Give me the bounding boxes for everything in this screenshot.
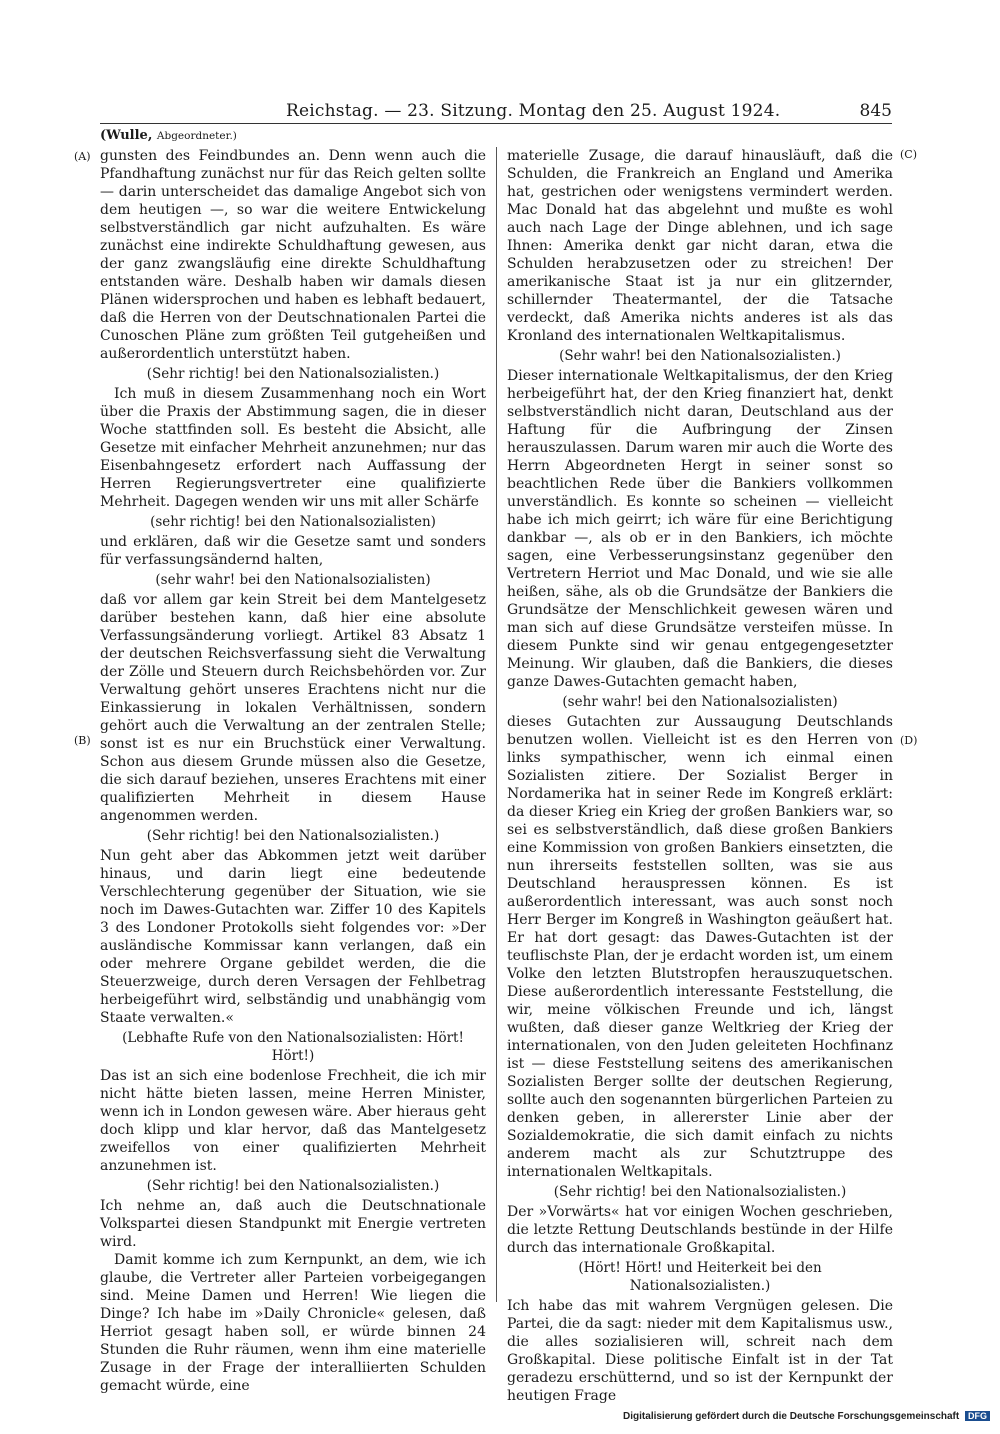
interjection: (sehr richtig! bei den Nationalsozialisten): [150, 514, 436, 530]
speaker-label: [100, 128, 237, 143]
paragraph: Ich habe das mit wahrem Vergnügen gelesen. Die Partei, die da sagt: nieder mit dem Kapitalismus usw., die alles sozialisieren will, schreit nach dem Großkapital. Diese politische Einfalt ist in der Tat geradezu erschütternd, und so ist der Kernpunkt der heutigen Frage: [507, 1298, 893, 1404]
paragraph: dieses Gutachten zur Aussaugung Deutschlands benutzen wollen. Vielleicht ist es den Herren von links sympathischer, wenn ich einmal einen Sozialisten zitiere. Der Sozialist Berger in Nordamerika hat in seiner Rede im Kongreß erklärt: da dieser Krieg ein Krieg der großen Bankiers war, so sei es selbstverständlich, daß diese großen Bankiers eine Kommission von großen Bankiers einsetzten, die nun ihrerseits feststellen sollten, was sie aus Deutschland herauspressen können. Es ist außerordentlich interessant, was auch sonst noch Herr Berger im Kongreß in Washington geäußert hat. Er hat dort gesagt: das Dawes-Gutachten ist der teuflischste Plan, der je erdacht worden ist, um einem Volke den letzten Blutstropfen herauszuquetschen. Diese außerordentlich interessante Feststellung, die wir, meine völkischen Freunde und ich, längst wußten, daß dieser ganze Weltkrieg der Krieg der internationalen, von den Juden geleiteten Hochfinanz ist — diese Feststellung seitens des amerikanischen Sozialisten Berger sollte der deutschen Regierung, sollte auch den sogenannten bürgerlichen Parteien zu denken geben, in allererster Linie aber der Sozialdemokratie, die sich damit einfach zu nichts anderem macht als zur Schutztruppe des internationalen Weltkapitals.: [507, 714, 893, 1180]
margin-marker-b: (B): [74, 734, 91, 747]
left-column: [100, 147, 486, 1395]
paragraph: materielle Zusage, die darauf hinausläuft, daß die Schulden, die Frankreich an England und Amerika hat, gestrichen oder wenigstens vermindert werden. Mac Donald hat das abgelehnt und mußte es wohl auch nach Lage der Dinge ablehnen, und ich sage Ihnen: Amerika denkt gar nicht daran, etwa die Schulden herabzusetzen oder zu streichen! Der amerikanische Staat ist ja nur ein glitzernder, schillernder Theatermantel, der die Tatsache verdeckt, daß Amerika nichts anderes ist als das Kronland des internationalen Weltkapitalismus.: [507, 148, 893, 344]
interjection: (Sehr wahr! bei den Nationalsozialisten.): [559, 348, 841, 364]
margin-marker-a: (A): [74, 150, 91, 163]
interjection: (Sehr richtig! bei den Nationalsozialisten.): [146, 366, 440, 382]
interjection: (sehr wahr! bei den Nationalsozialisten): [155, 572, 431, 588]
interjection: (sehr wahr! bei den Nationalsozialisten): [562, 694, 838, 710]
interjection: (Sehr richtig! bei den Nationalsozialisten.): [553, 1184, 847, 1200]
paragraph: gunsten des Feindbundes an. Denn wenn auch die Pfandhaftung zunächst nur für das Reich gelten sollte — darin unterscheidet das damalige Angebot sich von dem heutigen —, so war die weitere Entwickelung selbstverständlich gar nicht aufzuhalten. Es wäre zunächst eine indirekte Schuldhaftung gewesen, aus der ganz zwangsläufig eine direkte Schuldhaftung entstanden wäre. Deshalb haben wir damals diesen Plänen widersprochen und haben es lebhaft bedauert, daß die Herren von der Deutschnationalen Partei die Cunoschen Pläne zum größten Teil gutgeheißen und außerordentlich unterstützt haben.: [100, 148, 486, 362]
footer-credit: [623, 1411, 990, 1422]
interjection: (Lebhafte Rufe von den Nationalsozialisten: Hört! Hört!): [122, 1030, 464, 1064]
footer-text: Digitalisierung gefördert durch die Deutsche Forschungsgemeinschaft: [623, 1411, 960, 1422]
speaker-role: Abgeordneter.): [156, 130, 237, 142]
paragraph: Der »Vorwärts« hat vor einigen Wochen geschrieben, die letzte Rettung Deutschlands bestünde in der Hilfe durch das internationale Großkapital.: [507, 1204, 893, 1256]
paragraph: Ich muß in diesem Zusammenhang noch ein Wort über die Praxis der Abstimmung sagen, die in dieser Woche stattfinden soll. Es besteht die Absicht, alle Gesetze mit einfacher Mehrheit anzunehmen; nur das Eisenbahngesetz erfordert nach Auffassung der Herren Regierungsvertreter eine qualifizierte Mehrheit. Dagegen wenden wir uns mit aller Schärfe: [100, 386, 486, 510]
speaker-name: (Wulle,: [100, 128, 153, 143]
paragraph: Dieser internationale Weltkapitalismus, der den Krieg herbeigeführt hat, der den Krieg finanziert hat, denkt selbstverständlich nicht daran, Deutschland aus der Haftung für die Aufbringung der Zinsen herauszulassen. Darum waren mir auch die Worte des Herrn Abgeordneten Hergt in seiner sonst so beachtlichen Rede über die Bankiers vollkommen unverständlich. Es konnte so scheinen — vielleicht habe ich mich geirrt; ich wäre für eine Berichtigung dankbar —, als ob er in den Bankiers, ich möchte sagen, eine Verbesserungsinstanz gegenüber den Vertretern Herriot und Mac Donald, und wie sie alle heißen, sähe, als ob die Grundsätze der Bankiers die Grundsätze der Menschlichkeit gewesen wären und man sich auf diese Grundsätze versteifen müsse. In diesem Punkte sind wir genau entgegengesetzter Meinung. Wir glauben, daß die Bankiers, die dieses ganze Dawes-Gutachten gemacht haben,: [507, 368, 893, 690]
dfg-logo: DFG: [965, 1411, 990, 1421]
paragraph: Damit komme ich zum Kernpunkt, an dem, wie ich glaube, die Vertreter aller Parteien vorbeigegangen sind. Meine Damen und Herren! Wie liegen die Dinge? Ich habe im »Daily Chronicle« gelesen, daß Herriot gesagt haben soll, er würde binnen 24 Stunden die Ruhr räumen, wenn ihm eine materielle Zusage in der Frage der interalliierten Schulden gemacht würde, eine: [100, 1252, 486, 1394]
paragraph: daß vor allem gar kein Streit bei dem Mantelgesetz darüber bestehen kann, daß hier eine absolute Verfassungsänderung vorliegt. Artikel 83 Absatz 1 der deutschen Reichsverfassung sieht die Verwaltung der Zölle und Steuern durch Reichsbehörden vor. Zur Verwaltung gehört unseres Erachtens nicht nur die Einkassierung in lokalen Verhältnissen, sondern gehört auch die Verwaltung an der zentralen Stelle; sonst ist es nur ein Bruchstück einer Verwaltung. Schon aus diesem Grunde müssen also die Gesetze, die sich darauf beziehen, unseres Erachtens mit einer qualifizierten Mehrheit in diesem Hause angenommen werden.: [100, 592, 486, 824]
interjection: (Sehr richtig! bei den Nationalsozialisten.): [146, 828, 440, 844]
right-column: [507, 147, 893, 1405]
column-divider: [496, 147, 497, 1302]
paragraph: Das ist an sich eine bodenlose Frechheit, die ich mir nicht hätte bieten lassen, meine Herren Minister, wenn ich in London gewesen wäre. Aber hieraus geht doch klipp und klar hervor, daß das Mantelgesetz zweifellos von einer qualifizierten Mehrheit anzunehmen ist.: [100, 1068, 486, 1174]
paragraph: Nun geht aber das Abkommen jetzt weit darüber hinaus, und darin liegt eine bedeutende Verschlechterung gegenüber der Situation, wie sie noch im Dawes-Gutachten war. Ziffer 10 des Kapitels 3 des Londoner Protokolls sieht folgendes vor: »Der ausländische Kommissar kann verlangen, daß ein oder mehrere Organe gebildet werden, die die Steuerzweige, durch deren Versagen der Fehlbetrag herbeigeführt wird, selbständig und unabhängig vom Staate verwalten.«: [100, 848, 486, 1026]
margin-marker-d: (D): [900, 734, 918, 747]
running-header: [100, 101, 892, 124]
paragraph: Ich nehme an, daß auch die Deutschnationale Volkspartei diesen Standpunkt mit Energie vertreten wird.: [100, 1198, 486, 1250]
header-title: Reichstag. — 23. Sitzung. Montag den 25. August 1924.: [286, 101, 781, 121]
page-number: 845: [859, 101, 892, 121]
paragraph: und erklären, daß wir die Gesetze samt und sonders für verfassungsändernd halten,: [100, 534, 486, 568]
interjection: (Sehr richtig! bei den Nationalsozialisten.): [146, 1178, 440, 1194]
margin-marker-c: (C): [900, 148, 917, 161]
interjection: (Hört! Hört! und Heiterkeit bei den Nationalsozialisten.): [578, 1260, 822, 1294]
